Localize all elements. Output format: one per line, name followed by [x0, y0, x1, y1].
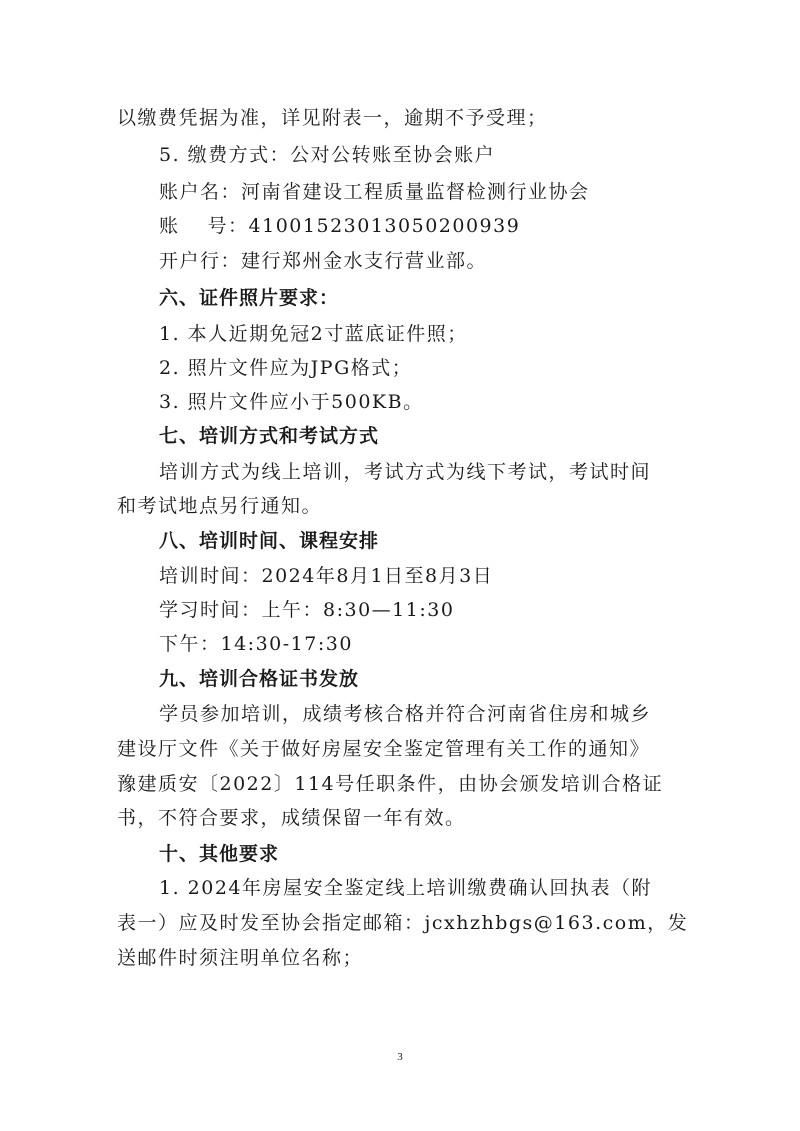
section-heading-7: 七、培训方式和考试方式 — [159, 425, 380, 447]
section-heading-9: 九、培训合格证书发放 — [159, 668, 360, 690]
bank-line: 开户行：建行郑州金水支行营业部。 — [159, 250, 488, 272]
page-number: 3 — [397, 1051, 403, 1063]
text-line: 1. 2024年房屋安全鉴定线上培训缴费确认回执表（附 — [159, 877, 653, 899]
email-line: 表一）应及时发至协会指定邮箱：jcxhzhbgs@163.com，发 — [117, 912, 689, 934]
section-heading-8: 八、培训时间、课程安排 — [159, 530, 380, 552]
text-line: 以缴费凭据为准，详见附表一，逾期不予受理； — [117, 107, 548, 129]
training-date-line: 培训时间：2024年8月1日至8月3日 — [159, 565, 494, 587]
text-line: 送邮件时须注明单位名称； — [117, 947, 364, 969]
text-line: 建设厅文件《关于做好房屋安全鉴定管理有关工作的通知》 — [117, 738, 651, 760]
list-item: 2. 照片文件应为JPG格式； — [159, 357, 413, 379]
section-heading-6: 六、证件照片要求： — [159, 287, 340, 309]
section-heading-10: 十、其他要求 — [159, 843, 280, 865]
account-number-line: 账 号：41001523013050200939 — [159, 215, 521, 237]
text-line: 学员参加培训，成绩考核合格并符合河南省住房和城乡 — [159, 703, 652, 725]
text-line: 豫建质安〔2022〕114号任职条件，由协会颁发培训合格证 — [117, 773, 664, 795]
account-name-line: 账户名：河南省建设工程质量监督检测行业协会 — [159, 181, 590, 203]
payment-method-line: 5. 缴费方式：公对公转账至协会账户 — [159, 144, 496, 166]
list-item: 1. 本人近期免冠2寸蓝底证件照； — [159, 323, 468, 345]
list-item: 3. 照片文件应小于500KB。 — [159, 391, 424, 413]
text-line: 和考试地点另行通知。 — [117, 495, 323, 517]
afternoon-time-line: 下午：14:30-17:30 — [159, 633, 353, 655]
text-line: 书，不符合要求，成绩保留一年有效。 — [117, 807, 466, 829]
morning-time-line: 学习时间：上午：8:30—11:30 — [159, 599, 455, 621]
text-line: 培训方式为线上培训，考试方式为线下考试，考试时间 — [159, 461, 652, 483]
